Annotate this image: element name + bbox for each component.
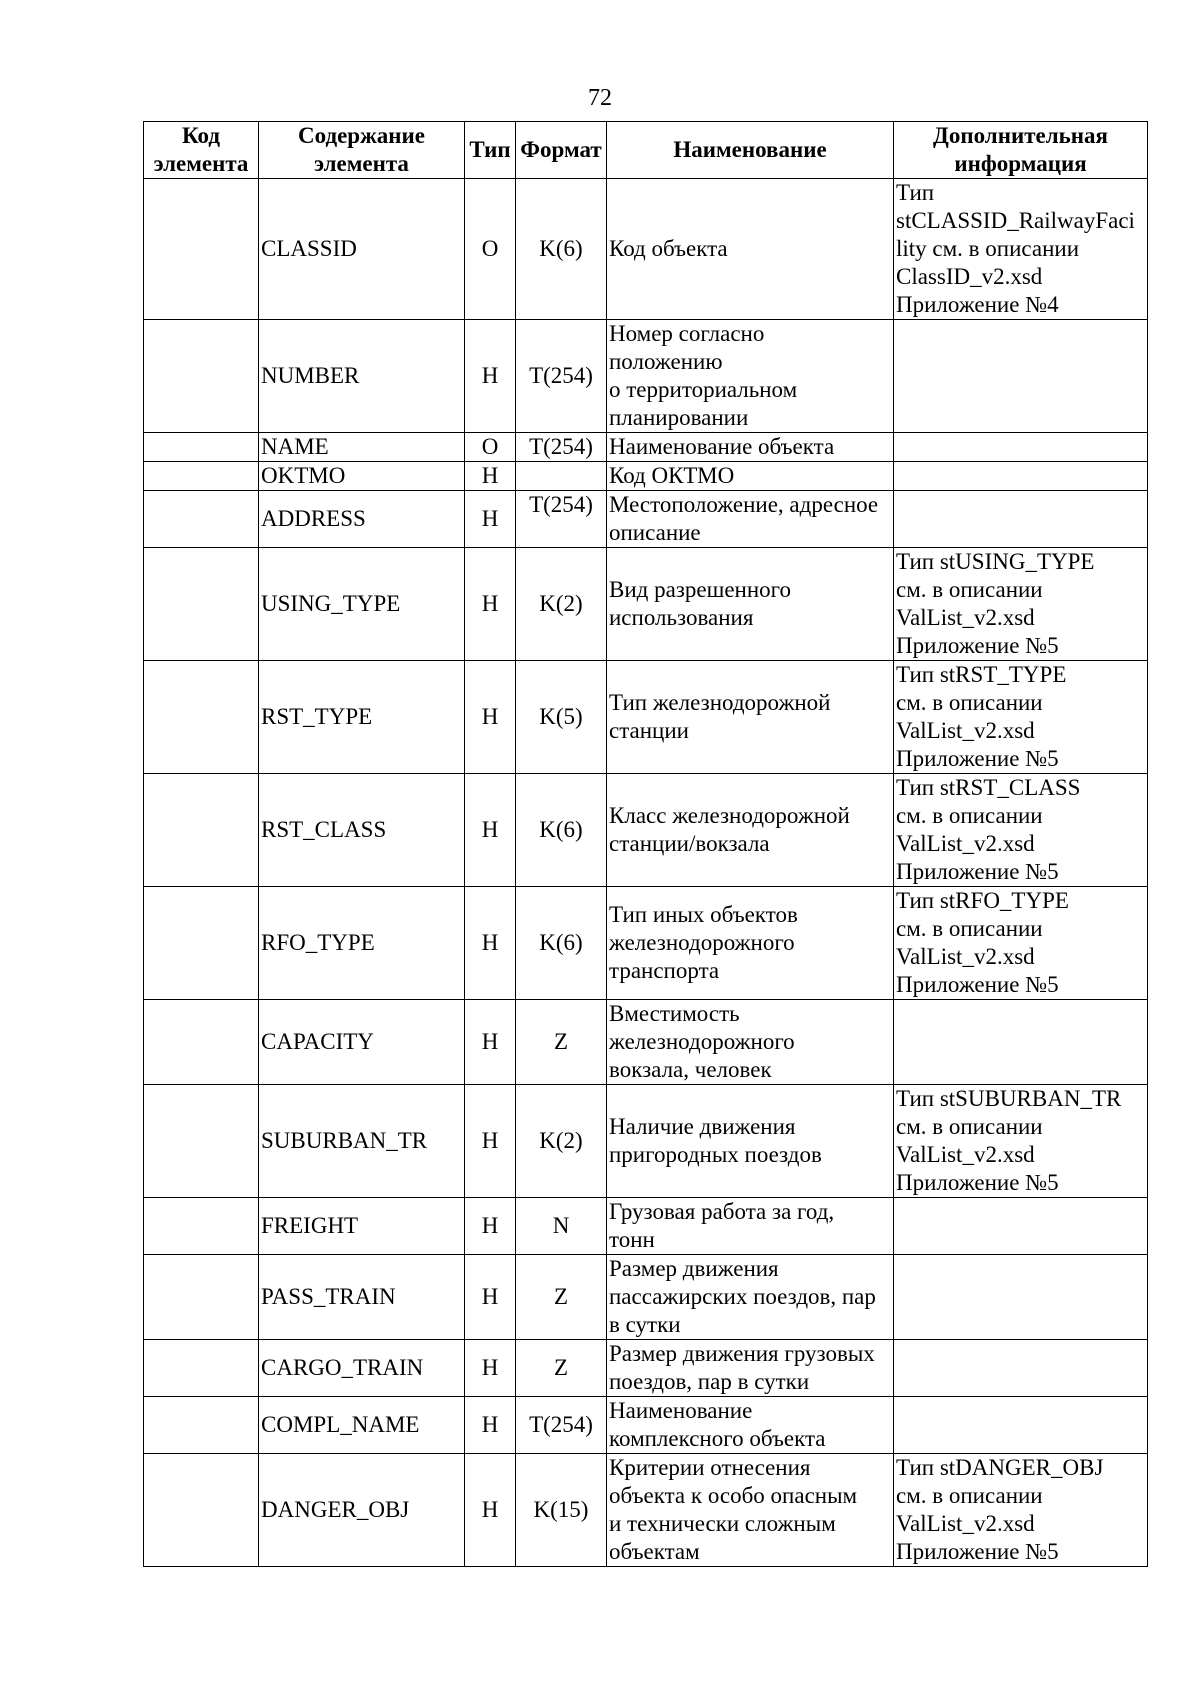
cell-format: K(2) — [516, 1085, 607, 1198]
table-row — [144, 1198, 1148, 1255]
cell-code — [144, 1340, 259, 1397]
info-line: Приложение №5 — [896, 859, 1059, 884]
cell-code — [144, 491, 259, 548]
table-row — [144, 491, 1148, 548]
cell-format: T(254) — [516, 491, 607, 548]
header-content: Содержание элемента — [259, 122, 465, 179]
cell-format: T(254) — [516, 1397, 607, 1454]
cell-content: RST_CLASS — [259, 774, 465, 887]
cell-code — [144, 1255, 259, 1340]
table-row — [144, 462, 1148, 491]
cell-code — [144, 320, 259, 433]
cell-format: K(5) — [516, 661, 607, 774]
cell-content: NUMBER — [259, 320, 465, 433]
cell-code — [144, 433, 259, 462]
cell-info — [894, 491, 1148, 548]
name-line: Класс железнодорожной — [609, 803, 850, 828]
info-line: Тип stRST_CLASS — [896, 775, 1081, 800]
cell-name — [607, 1000, 894, 1085]
cell-info — [894, 548, 1148, 661]
name-line: Грузовая работа за год, — [609, 1199, 835, 1224]
name-line: пригородных поездов — [609, 1142, 822, 1167]
cell-info — [894, 1340, 1148, 1397]
header-type: Тип — [465, 122, 516, 179]
table-body — [144, 179, 1148, 1567]
cell-info — [894, 887, 1148, 1000]
cell-type: Н — [465, 462, 516, 491]
info-line: см. в описании — [896, 916, 1043, 941]
cell-content: CLASSID — [259, 179, 465, 320]
info-line: см. в описании — [896, 1114, 1043, 1139]
page-number: 72 — [588, 85, 612, 111]
cell-content: PASS_TRAIN — [259, 1255, 465, 1340]
info-line: Тип stDANGER_OBJ — [896, 1455, 1104, 1480]
cell-content: CARGO_TRAIN — [259, 1340, 465, 1397]
info-line: ValList_v2.xsd — [896, 718, 1035, 743]
cell-format: Z — [516, 1340, 607, 1397]
cell-info — [894, 774, 1148, 887]
cell-type: Н — [465, 1000, 516, 1085]
cell-content: RFO_TYPE — [259, 887, 465, 1000]
table-row — [144, 1397, 1148, 1454]
cell-code — [144, 887, 259, 1000]
name-line: Наименование объекта — [609, 434, 835, 459]
cell-type: Н — [465, 320, 516, 433]
cell-content: USING_TYPE — [259, 548, 465, 661]
name-line: станции — [609, 718, 689, 743]
cell-code — [144, 179, 259, 320]
cell-format: K(6) — [516, 179, 607, 320]
cell-info — [894, 433, 1148, 462]
name-line: о территориальном — [609, 377, 798, 402]
table-row — [144, 774, 1148, 887]
cell-name — [607, 887, 894, 1000]
info-line: Приложение №5 — [896, 972, 1059, 997]
name-line: комплексного объекта — [609, 1426, 826, 1451]
info-line: lity см. в описании — [896, 236, 1080, 261]
info-line: см. в описании — [896, 803, 1043, 828]
cell-code — [144, 774, 259, 887]
cell-name — [607, 1340, 894, 1397]
cell-name — [607, 179, 894, 320]
table-row — [144, 1000, 1148, 1085]
cell-type: Н — [465, 1198, 516, 1255]
cell-content: ADDRESS — [259, 491, 465, 548]
cell-type: Н — [465, 548, 516, 661]
table-row — [144, 1454, 1148, 1567]
cell-content: RST_TYPE — [259, 661, 465, 774]
cell-name — [607, 548, 894, 661]
table-row — [144, 1085, 1148, 1198]
table-row — [144, 548, 1148, 661]
table-row — [144, 887, 1148, 1000]
info-line: ValList_v2.xsd — [896, 1142, 1035, 1167]
info-line: Тип — [896, 180, 935, 205]
header-info: Дополнительная информация — [894, 122, 1148, 179]
name-line: железнодорожного — [609, 930, 795, 955]
name-line: Тип железнодорожной — [609, 690, 831, 715]
name-line: Наличие движения — [609, 1114, 796, 1139]
cell-type: Н — [465, 1397, 516, 1454]
name-line: Тип иных объектов — [609, 902, 798, 927]
header-name: Наименование — [607, 122, 894, 179]
cell-type: Н — [465, 1085, 516, 1198]
info-line: Приложение №5 — [896, 746, 1059, 771]
cell-name — [607, 1085, 894, 1198]
cell-type: Н — [465, 887, 516, 1000]
name-line: поездов, пар в сутки — [609, 1369, 810, 1394]
name-line: Размер движения — [609, 1256, 779, 1281]
cell-code — [144, 462, 259, 491]
table-row — [144, 661, 1148, 774]
cell-name — [607, 462, 894, 491]
name-line: в сутки — [609, 1312, 681, 1337]
info-line: Приложение №5 — [896, 633, 1059, 658]
info-line: Тип stSUBURBAN_TR — [896, 1086, 1122, 1111]
table-header-row — [144, 122, 1148, 179]
cell-format: N — [516, 1198, 607, 1255]
table-row — [144, 320, 1148, 433]
attribute-spec-table — [143, 121, 1148, 1567]
cell-format: K(2) — [516, 548, 607, 661]
cell-content: FREIGHT — [259, 1198, 465, 1255]
cell-name — [607, 1397, 894, 1454]
name-line: железнодорожного — [609, 1029, 795, 1054]
table-row — [144, 1340, 1148, 1397]
name-line: Вместимость — [609, 1001, 740, 1026]
name-line: объекта к особо опасным — [609, 1483, 858, 1508]
cell-info — [894, 1454, 1148, 1567]
cell-info — [894, 1198, 1148, 1255]
name-line: Код ОКТМО — [609, 463, 735, 488]
cell-code — [144, 661, 259, 774]
cell-format: K(6) — [516, 774, 607, 887]
info-line: ValList_v2.xsd — [896, 605, 1035, 630]
header-code: Код элемента — [144, 122, 259, 179]
name-line: планировании — [609, 405, 749, 430]
info-line: Приложение №5 — [896, 1539, 1059, 1564]
cell-info — [894, 661, 1148, 774]
cell-type: О — [465, 179, 516, 320]
cell-format: K(6) — [516, 887, 607, 1000]
cell-code — [144, 1198, 259, 1255]
cell-name — [607, 1198, 894, 1255]
cell-code — [144, 548, 259, 661]
cell-type: О — [465, 433, 516, 462]
cell-info — [894, 1397, 1148, 1454]
info-line: см. в описании — [896, 690, 1043, 715]
name-line: станции/вокзала — [609, 831, 770, 856]
cell-info — [894, 320, 1148, 433]
cell-name — [607, 1255, 894, 1340]
name-line: Код объекта — [609, 236, 728, 261]
cell-info — [894, 462, 1148, 491]
info-line: Приложение №4 — [896, 292, 1059, 317]
info-line: см. в описании — [896, 577, 1043, 602]
cell-type: Н — [465, 1454, 516, 1567]
cell-type: Н — [465, 774, 516, 887]
header-format: Формат — [516, 122, 607, 179]
cell-name — [607, 491, 894, 548]
table-row — [144, 433, 1148, 462]
cell-info — [894, 1255, 1148, 1340]
name-line: положению — [609, 349, 723, 374]
cell-code — [144, 1454, 259, 1567]
cell-format: T(254) — [516, 320, 607, 433]
cell-content: OKTMO — [259, 462, 465, 491]
cell-name — [607, 433, 894, 462]
info-line: stCLASSID_RailwayFaci — [896, 208, 1135, 233]
info-line: Приложение №5 — [896, 1170, 1059, 1195]
cell-format: K(15) — [516, 1454, 607, 1567]
name-line: Критерии отнесения — [609, 1455, 811, 1480]
cell-content: DANGER_OBJ — [259, 1454, 465, 1567]
table-row — [144, 1255, 1148, 1340]
cell-format: Z — [516, 1255, 607, 1340]
info-line: Тип stUSING_TYPE — [896, 549, 1095, 574]
info-line: ValList_v2.xsd — [896, 944, 1035, 969]
cell-format — [516, 462, 607, 491]
cell-name — [607, 774, 894, 887]
name-line: Размер движения грузовых — [609, 1341, 875, 1366]
cell-code — [144, 1397, 259, 1454]
info-line: Тип stRFO_TYPE — [896, 888, 1069, 913]
table-row — [144, 179, 1148, 320]
info-line: см. в описании — [896, 1483, 1043, 1508]
name-line: Местоположение, адресное — [609, 492, 879, 517]
cell-type: Н — [465, 1255, 516, 1340]
name-line: объектам — [609, 1539, 700, 1564]
name-line: использования — [609, 605, 754, 630]
name-line: Вид разрешенного — [609, 577, 792, 602]
info-line: ValList_v2.xsd — [896, 1511, 1035, 1536]
name-line: тонн — [609, 1227, 655, 1252]
cell-type: Н — [465, 1340, 516, 1397]
cell-content: COMPL_NAME — [259, 1397, 465, 1454]
name-line: описание — [609, 520, 701, 545]
cell-content: NAME — [259, 433, 465, 462]
cell-content: SUBURBAN_TR — [259, 1085, 465, 1198]
cell-content: CAPACITY — [259, 1000, 465, 1085]
info-line: ClassID_v2.xsd — [896, 264, 1043, 289]
cell-info — [894, 179, 1148, 320]
cell-name — [607, 661, 894, 774]
info-line: Тип stRST_TYPE — [896, 662, 1067, 687]
name-line: транспорта — [609, 958, 720, 983]
name-line: Номер согласно — [609, 321, 765, 346]
name-line: пассажирских поездов, пар — [609, 1284, 876, 1309]
cell-format: T(254) — [516, 433, 607, 462]
name-line: вокзала, человек — [609, 1057, 772, 1082]
info-line: ValList_v2.xsd — [896, 831, 1035, 856]
cell-info — [894, 1000, 1148, 1085]
cell-format: Z — [516, 1000, 607, 1085]
cell-name — [607, 320, 894, 433]
cell-code — [144, 1000, 259, 1085]
cell-info — [894, 1085, 1148, 1198]
cell-code — [144, 1085, 259, 1198]
cell-name — [607, 1454, 894, 1567]
name-line: и технически сложным — [609, 1511, 836, 1536]
cell-type: Н — [465, 661, 516, 774]
cell-type: Н — [465, 491, 516, 548]
name-line: Наименование — [609, 1398, 753, 1423]
